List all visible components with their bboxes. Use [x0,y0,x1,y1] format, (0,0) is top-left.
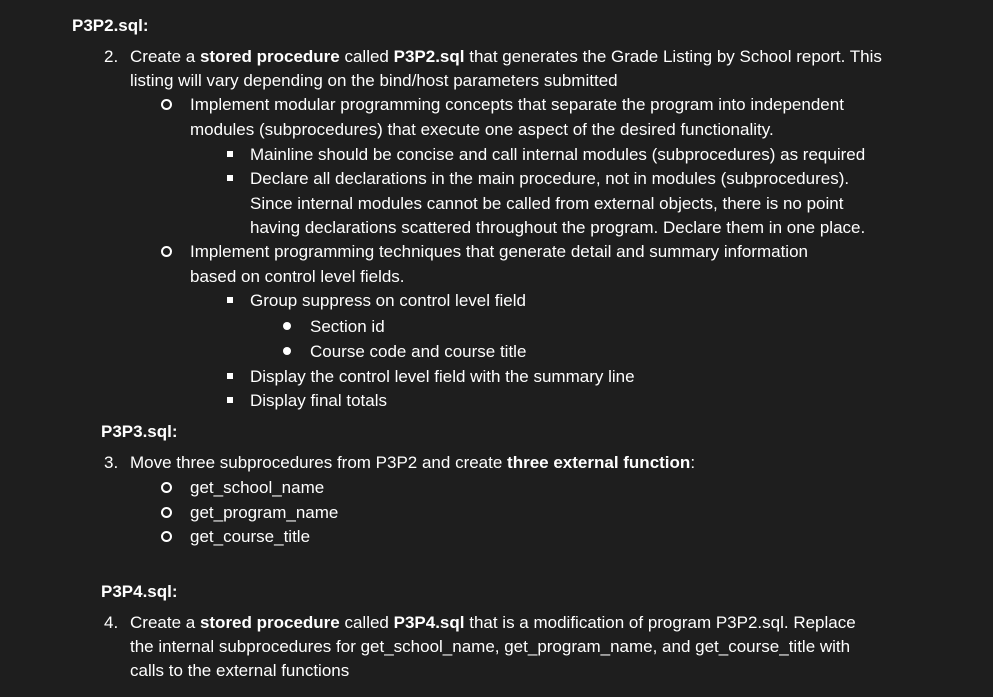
item-4-line-2: the internal subprocedures for get_school_name, get_program_name, and get_course_title with [130,637,851,656]
round-bullet-icon [283,347,291,355]
item-2-line-2: listing will vary depending on the bind/host parameters submitted [130,71,618,90]
circle-bullet-icon [161,99,172,110]
square-bullet-icon [227,175,233,181]
bullet-mainline: Mainline should be concise and call internal modules (subprocedures) as required [250,145,866,164]
heading-p3p4: P3P4.sql: [101,582,178,601]
dot-course-code: Course code and course title [310,342,527,361]
item-3-line-1: Move three subprocedures from P3P2 and create three external function: [130,453,696,472]
circle-bullet-icon [161,531,172,542]
round-bullet-icon [283,322,291,330]
square-bullet-icon [227,397,233,403]
circle-bullet-icon [161,507,172,518]
bullet-declare-line-3: having declarations scattered throughout the program. Declare them in one place. [250,218,866,237]
square-bullet-icon [227,373,233,379]
bullet-final-totals: Display final totals [250,391,388,410]
heading-p3p2: P3P2.sql: [72,16,149,35]
item-number-4: 4. [104,613,119,632]
item-number-3: 3. [104,453,119,472]
item-4-line-1: Create a stored procedure called P3P4.sql that is a modification of program P3P2.sql. Replace [130,613,856,632]
sub-2-line-2: based on control level fields. [190,267,405,286]
sub-1-line-1: Implement modular programming concepts that separate the program into independent [190,95,844,114]
bullet-declare-line-1: Declare all declarations in the main procedure, not in modules (subprocedures). [250,169,850,188]
bullet-display-control: Display the control level field with the summary line [250,367,635,386]
function-get-school-name: get_school_name [190,478,325,497]
sub-1-line-2: modules (subprocedures) that execute one aspect of the desired functionality. [190,120,774,139]
square-bullet-icon [227,151,233,157]
square-bullet-icon [227,297,233,303]
function-get-course-title: get_course_title [190,527,311,546]
sub-2-line-1: Implement programming techniques that generate detail and summary information [190,242,808,261]
item-number-2: 2. [104,47,119,66]
circle-bullet-icon [161,246,172,257]
item-2-line-1: Create a stored procedure called P3P2.sql that generates the Grade Listing by School report. This [130,47,882,66]
bullet-group-suppress: Group suppress on control level field [250,291,526,310]
heading-p3p3: P3P3.sql: [101,422,178,441]
dot-section-id: Section id [310,317,385,336]
item-4-line-3: calls to the external functions [130,661,350,680]
circle-bullet-icon [161,482,172,493]
bullet-declare-line-2: Since internal modules cannot be called from external objects, there is no point [250,194,844,213]
function-get-program-name: get_program_name [190,503,339,522]
